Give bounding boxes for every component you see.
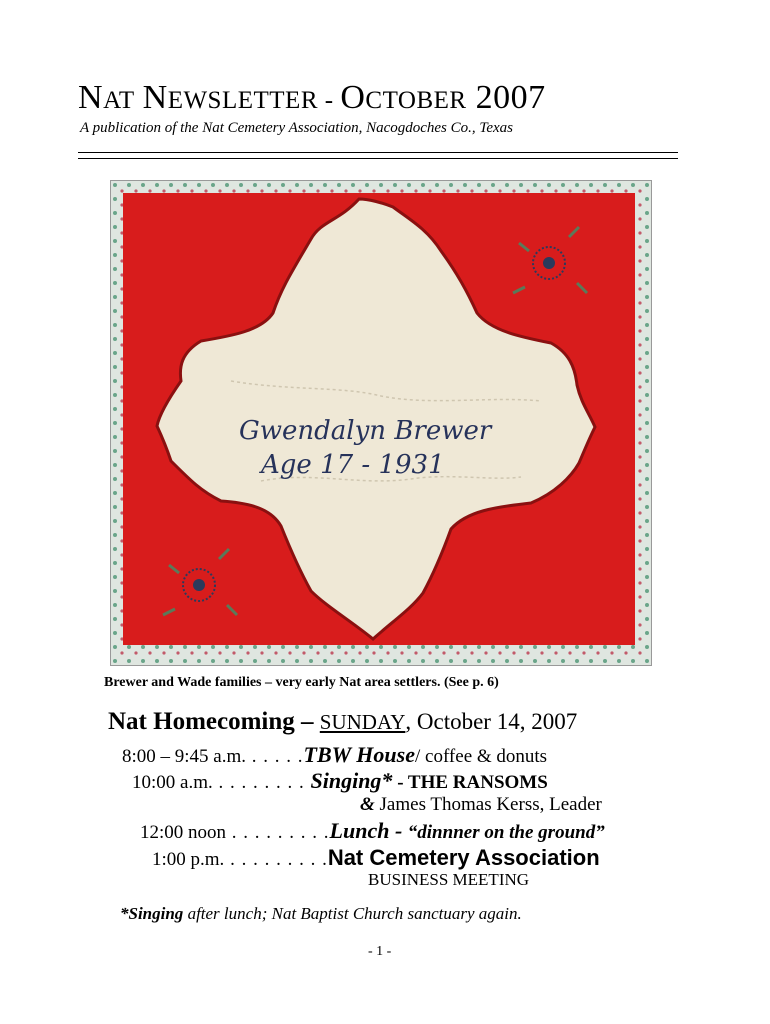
embroidered-age: Age 17 - 1931 xyxy=(261,450,445,480)
schedule-ampersand: & xyxy=(360,794,375,815)
schedule-detail: “dinnner on the ground” xyxy=(407,822,605,843)
event-title: Nat Homecoming xyxy=(108,708,295,735)
title-year: 2007 xyxy=(466,79,546,116)
title-at: AT xyxy=(103,87,135,114)
schedule-detail: James Thomas Kerss, Leader xyxy=(374,794,602,815)
photo-caption xyxy=(104,675,684,691)
event-dash: – xyxy=(294,708,320,735)
quilt-illustration xyxy=(111,181,651,665)
caption-page-ref: (See p. 6) xyxy=(443,675,499,690)
newsletter-subtitle: A publication of the Nat Cemetery Association, Nacogdoches Co., Texas xyxy=(80,120,514,136)
footnote-rest: after lunch; xyxy=(183,904,272,923)
quilt-photo xyxy=(110,180,652,666)
schedule-leader-dots: . . . . . . . . . xyxy=(224,849,328,870)
title-n2: N xyxy=(142,79,168,116)
event-date: October 14, 2007 xyxy=(411,709,578,734)
footnote-lead: *Singing xyxy=(120,904,184,923)
schedule-activity: TBW House xyxy=(303,742,415,767)
title-n1: N xyxy=(78,79,104,116)
singing-footnote xyxy=(120,904,522,924)
header-rule-bottom xyxy=(78,158,678,159)
schedule-time: 10:00 a.m. xyxy=(132,772,213,793)
schedule-activity: Lunch - xyxy=(329,818,408,843)
caption-text: Brewer and Wade families – very early Nat area settlers. xyxy=(104,675,441,690)
schedule-activity: Singing* xyxy=(310,768,393,793)
schedule-time: 12:00 noon xyxy=(140,822,227,843)
title-dash: - xyxy=(318,87,341,114)
schedule-detail: / coffee & donuts xyxy=(414,746,548,767)
schedule-row xyxy=(152,845,600,871)
embroidered-name: Gwendalyn Brewer xyxy=(239,416,492,446)
event-comma: , xyxy=(405,709,412,734)
newsletter-title xyxy=(78,80,678,119)
event-headline xyxy=(108,708,577,736)
title-ctober: CTOBER xyxy=(365,87,467,114)
schedule-row xyxy=(132,768,548,794)
schedule-row xyxy=(140,818,605,844)
schedule-row xyxy=(122,742,547,768)
schedule-leader-dots: . . . . . xyxy=(246,746,304,767)
schedule-activity: Nat Cemetery Association xyxy=(327,845,600,870)
schedule-detail: THE RANSOMS xyxy=(407,772,548,793)
title-ewsletter: EWSLETTER xyxy=(167,87,318,114)
schedule-row xyxy=(360,794,602,816)
schedule-time: 1:00 p.m. xyxy=(152,849,225,870)
schedule-leader-dots: . . . . . . . . . xyxy=(226,822,330,843)
schedule-dash: - xyxy=(392,772,408,793)
page-number: - 1 - xyxy=(368,944,392,959)
footnote-tail: Nat Baptist Church sanctuary again. xyxy=(271,904,522,923)
header-rule-top xyxy=(78,152,678,153)
schedule-detail: BUSINESS MEETING xyxy=(368,870,530,889)
schedule-time: 8:00 – 9:45 a.m. xyxy=(122,746,247,767)
schedule-leader-dots: . . . . . . . . xyxy=(212,772,311,793)
title-o: O xyxy=(340,79,366,116)
event-day: SUNDAY xyxy=(319,710,406,734)
schedule-row xyxy=(368,870,529,890)
